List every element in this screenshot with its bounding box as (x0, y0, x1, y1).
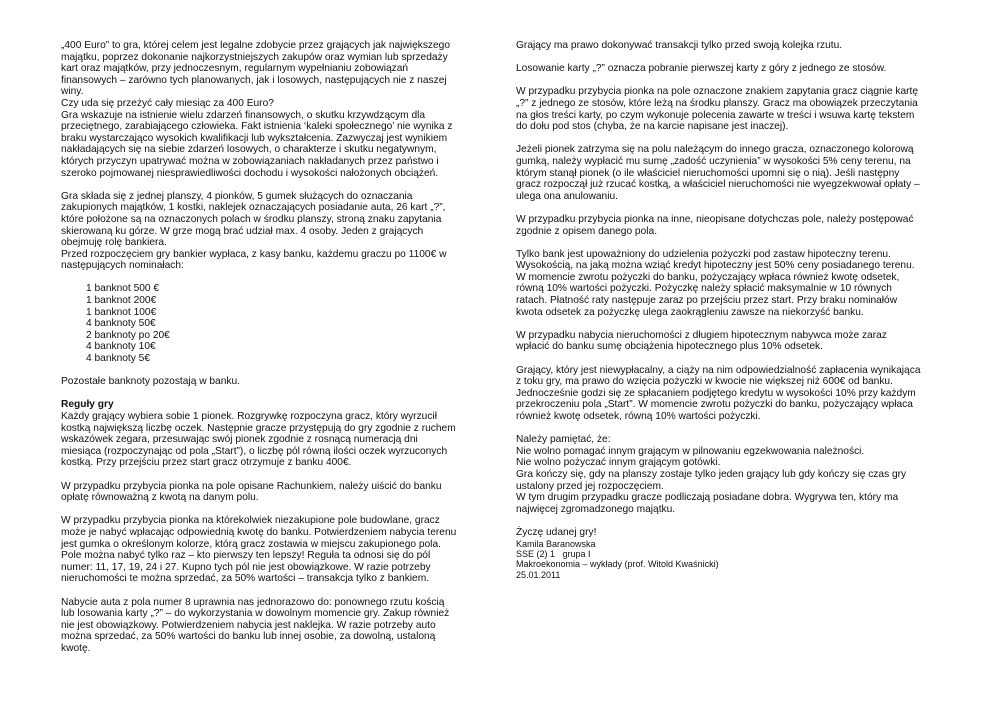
banknote-item: 1 banknot 200€ (86, 295, 157, 307)
banknote-item: 4 banknoty 50€ (86, 318, 156, 330)
right-paragraph-1: Grający ma prawo dokonywać transakcji tylko przed swoją kolejka rzutu. (516, 40, 843, 51)
rules-paragraph-3: W przypadku przybycia pionka na którekolwiek niezakupione pole budowlane, gracz może je nabyć wpłacając odpowiednią kwotę do banku. Potwierdzeniem nabycia terenu jest gumka o określonym kolorze, którą gracz zostawia w miejscu zakupionego pola. Pole można nabyć tylko raz – kto pierwszy ten lepszy! Reguła ta odnosi się do pól numer: 11, 17, 19, 24 i 27. Kupno tych pól nie jest obowiązkowe. W razie potrzeby nieruchomości te można sprzedać, za 50% wartości – transakcja tylko z bankiem. (61, 515, 457, 585)
course-name: Makroekonomia – wykłady (prof. Witold Kwaśnicki) (516, 559, 719, 570)
right-paragraph-3: W przypadku przybycia pionka na pole oznaczone znakiem zapytania gracz ciągnie kartę „?” z jednego ze stosów, które leżą na środku planszy. Gracz ma obowiązek przeczytania na głos treści karty, po czym wykonuje polecenia zawarte w treści i wsuwa kartę tekstem do dołu pod stos (chyba, że na karcie napisane jest inaczej). (516, 86, 919, 133)
banknote-item: 4 banknoty 10€ (86, 341, 156, 353)
intro-paragraph (61, 40, 459, 179)
banknote-item: 2 banknoty po 20€ (86, 329, 170, 341)
rules-paragraph-4: Nabycie auta z pola numer 8 uprawnia nas jednorazowo do: ponownego rzutu kością lub losowania karty „?” – do wykorzystania w dowolnym momencie gry. Zakup również nie jest obowiązkowy. Potwierdzeniem nabycia jest naklejka. W razie potrzeby auto można sprzedać, za 50% wartości do banku lub innej osobie, za dowolną, ustaloną kwotę. (61, 596, 450, 654)
remember-item: Gra kończy się, gdy na planszy zostaje tylko jeden grający lub gdy kończy się czas gry ustalony przed jej rozpoczęciem. (516, 468, 909, 492)
signature-block (516, 527, 921, 580)
right-paragraph-7: W przypadku nabycia nieruchomości z długiem hipotecznym nabywca może zaraz wpłacić do banku sumę obciążenia hipotecznego plus 10% odsetek. (516, 329, 887, 353)
document-date: 25.01.2011 (516, 569, 561, 580)
author-name: Kamila Baranowska (516, 538, 596, 549)
banknote-item: 4 banknoty 5€ (86, 353, 151, 365)
components-paragraph (61, 191, 459, 272)
rules-paragraph-2: W przypadku przybycia pionka na pole opisane Rachunkiem, należy uiścić do banku opłatę równoważną z kwotą na danym polu. (61, 480, 442, 504)
remember-block (516, 434, 921, 515)
right-paragraph-2: Losowanie karty „?” oznacza pobranie pierwszej karty z góry z jednego ze stosów. (516, 63, 887, 75)
remember-item: Nie wolno pomagać innym grającym w pilnowaniu egzekwowania należności. (516, 445, 865, 457)
banknote-item: 1 banknot 500 € (86, 283, 160, 295)
right-paragraph-8: Grający, który jest niewypłacalny, a ciąży na nim odpowiedzialność zapłacenia wynikająca z toku gry, ma prawo do wzięcia pożyczki w kwocie nie większej niż 600€ od banku. Jednocześnie godzi się ze spłacaniem podjętego kredytu w wysokości 10% przy każdym przekroczeniu pola „Start”. W momencie zwrotu pożyczki do banku, pożyczający wpłaca również kwotę odsetek, równą 10% wartości pożyczki. (516, 364, 921, 422)
bank-intro-text: Przed rozpoczęciem gry bankier wypłaca, z kasy banku, każdemu graczu po 1100€ w następujących nominałach: (61, 248, 450, 272)
remember-item: W tym drugim przypadku gracze podliczają posiadane dobra. Wygrywa ten, który ma najwięcej zgromadzonego majątku. (516, 492, 901, 515)
intro-text: „400 Euro” to gra, której celem jest legalne zdobycie przez grających jak największego majątku, poprzez dokonanie najkorzystniejszych zakupów oraz wymian lub sprzedaży kart oraz majątków, przy jednoczesnym, regularnym wypełnianiu zobowiązań finansowych – zarówno tych planowanych, jak i losowych, następujących nie z naszej winy. (61, 40, 453, 98)
remaining-notes-paragraph: Pozostałe banknoty pozostają w banku. (61, 376, 240, 388)
rules-heading: Reguły gry (61, 399, 114, 411)
closing-wish: Życzę udanej gry! (516, 526, 597, 538)
author-group: SSE (2) 1 grupa I (516, 548, 591, 559)
banknote-list (61, 283, 459, 364)
intro-question: Czy uda się przeżyć cały miesiąc za 400 Euro? (61, 97, 274, 109)
right-paragraph-4: Jeżeli pionek zatrzyma się na polu należącym do innego gracza, oznaczonego kolorową gumką, należy wypłacić mu sumę „zadość uczynienia” w wysokości 5% ceny terenu, na którym stanął pionek (o ile właściciel nieruchomości upomni się o nią). Jeśli następny gracz rozpoczął już rzucać kostką, a właściciel nieruchomości nie wyegzekwował opłaty – ulega ona anulowaniu. (516, 144, 920, 202)
context-text: Gra wskazuje na istnienie wielu zdarzeń finansowych, o skutku krzywdzącym dla przeciętnego, zarabiającego człowieka. Fakt istnienia ‘kaleki społecznego’ nie wynika z braku wystarczająco wysokich kwalifikacji lub wykształcenia. Zazwyczaj jest wynikiem nakładających się na siebie zdarzeń losowych, o charakterze i skutku negatywnym, których przyczyn upatrywać można w zobowiązaniach nakładanych przez państwo i szeroko pojmowanej niesprawiedliwości dochodu i wysokości nałożonych obciążeń. (61, 109, 456, 179)
right-column (516, 40, 921, 580)
left-column (61, 40, 459, 666)
components-text: Gra składa się z jednej planszy, 4 pionków, 5 gumek służących do oznaczania zakupionych majątków, 1 kostki, naklejek oznaczających posiadanie auta, 26 kart „?”, które położone są na oznaczonych polach w środku planszy, stroną znaku zapytania skierowaną ku górze. W grze mogą brać udział max. 4 osoby. Jeden z grających obejmuję rolę bankiera. (61, 190, 449, 249)
right-paragraph-5: W przypadku przybycia pionka na inne, nieopisane dotychczas pole, należy postępować zgodnie z opisem danego pola. (516, 213, 914, 237)
banknote-item: 1 banknot 100€ (86, 306, 157, 318)
remember-item: Nie wolno pożyczać innym grającym gotówki. (516, 457, 721, 469)
right-paragraph-6: Tylko bank jest upoważniony do udzielenia pożyczki pod zastaw hipoteczny terenu. Wysokością, na jaką można wziąć kredyt hipoteczny jest 50% ceny posiadanego terenu. W momencie zwrotu pożyczki do banku, pożyczający wpłaca również kwotę odsetek, równą 10% wartości pożyczki. Pożyczkę należy spłacić maksymalnie w 10 równych ratach. Płatność raty następuje zaraz po przejściu przez start. Przy braku nominałów kwota odsetek za pożyczkę ulega zaokrągleniu zawsze na niekorzyść banku. (516, 248, 915, 318)
rules-paragraph-1: Każdy grający wybiera sobie 1 pionek. Rozgrywkę rozpoczyna gracz, który wyrzucił kostką największą liczbę oczek. Następnie gracze przystępują do gry zgodnie z ruchem wskazówek zegara, przesuwając swój pionek zgodnie z rosnącą numeracją dni miesiąca (rozpoczynając od pola „Start”), o liczbę pól równą ilości oczek wyrzuconych kostką. Przy przejściu przez start gracz otrzymuje z banku 400€. (61, 411, 456, 469)
remember-heading: Należy pamiętać, że: (516, 434, 611, 446)
